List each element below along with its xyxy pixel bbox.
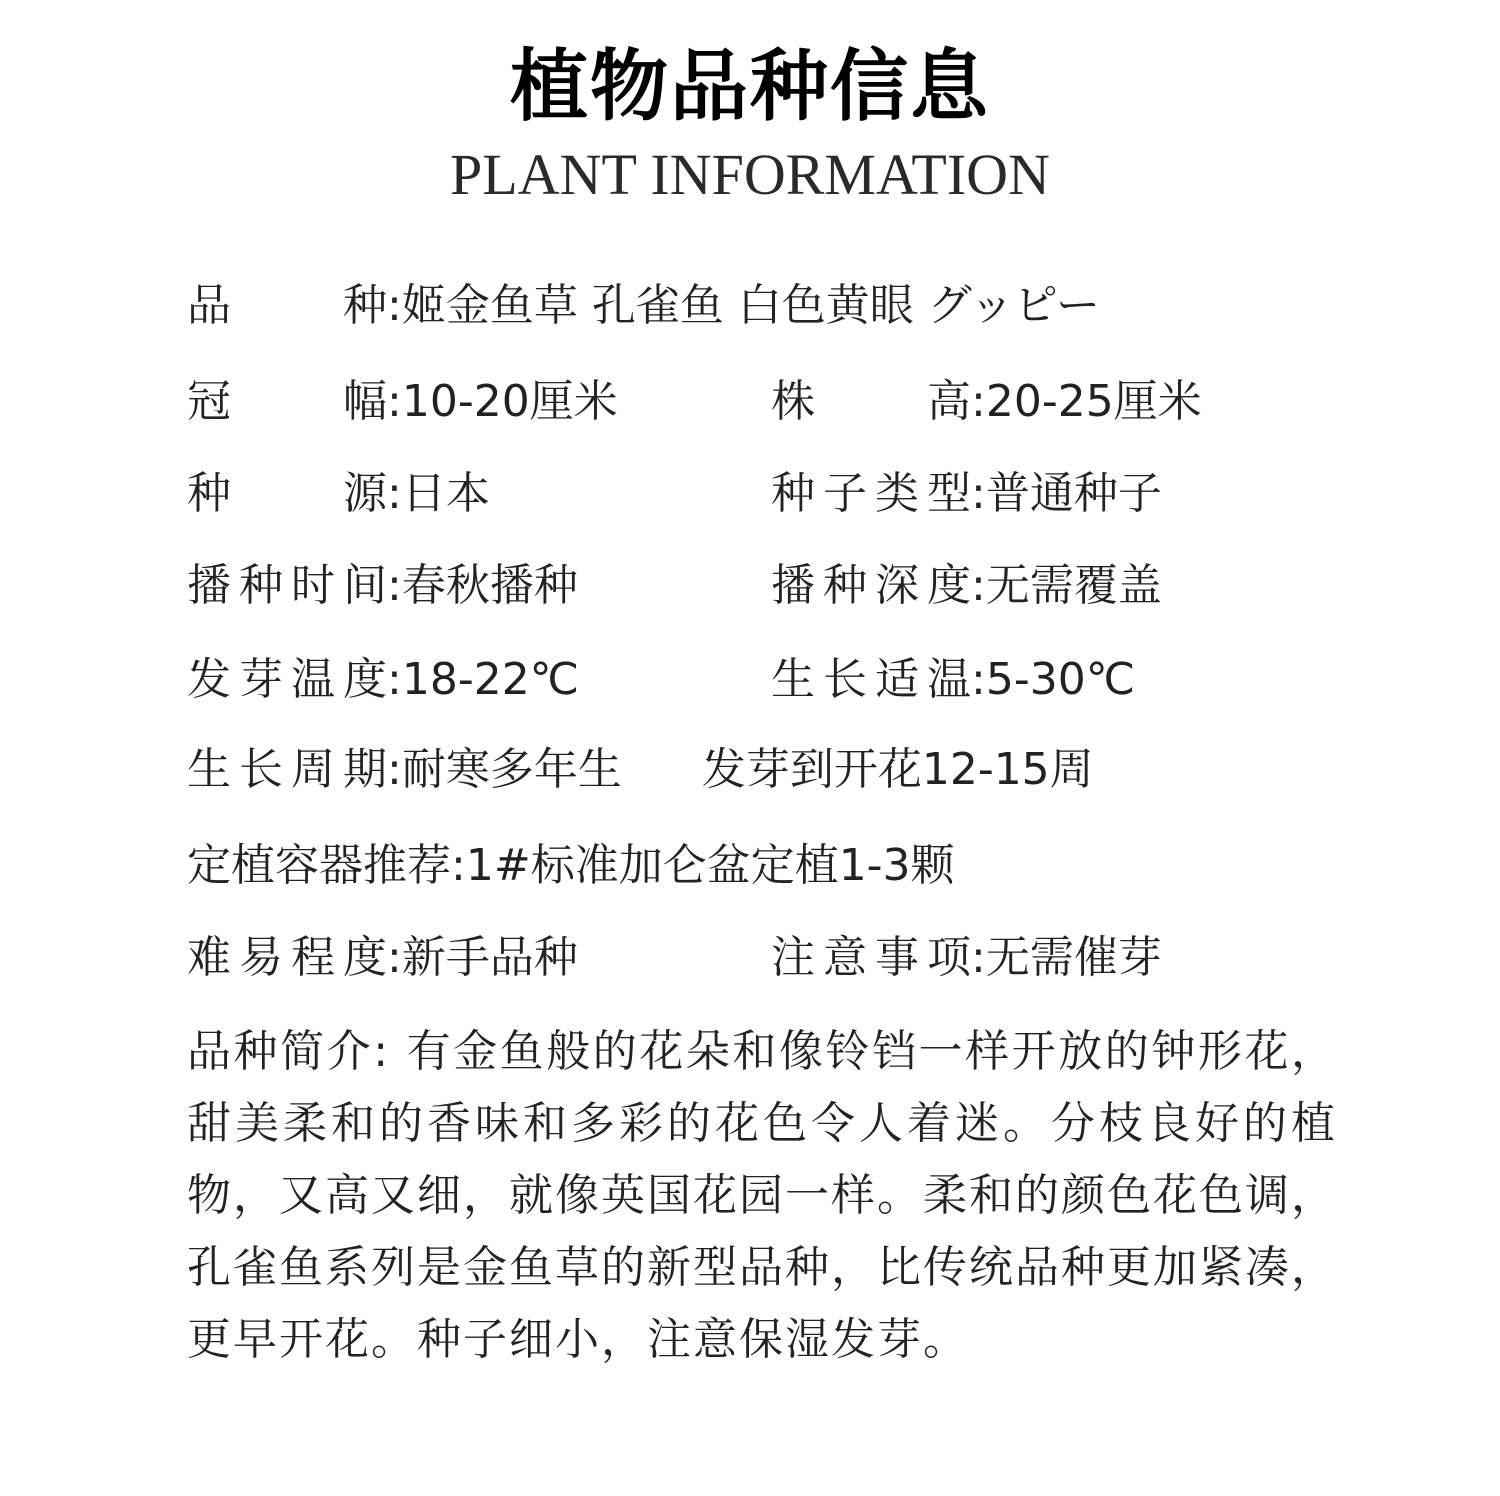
growth-temp-value: 5-30℃ bbox=[985, 654, 1136, 705]
page-title: 植物品种信息 bbox=[509, 42, 990, 132]
colon: : bbox=[387, 468, 402, 519]
variety-label: 品种 bbox=[187, 280, 387, 331]
colon: : bbox=[451, 840, 466, 891]
origin-value: 日本 bbox=[401, 468, 490, 519]
growth-cycle-value: 耐寒多年生 bbox=[401, 744, 622, 795]
colon: : bbox=[387, 376, 402, 427]
difficulty-label: 难易程度 bbox=[187, 932, 387, 983]
seed-type-label: 种子类型 bbox=[771, 468, 971, 519]
variety-intro bbox=[187, 1016, 1337, 1376]
intro-label: 品种简介 bbox=[187, 1026, 374, 1077]
colon: : bbox=[971, 468, 986, 519]
sowing-depth-value: 无需覆盖 bbox=[985, 560, 1162, 611]
sowing-time-label: 播种时间 bbox=[187, 560, 387, 611]
germination-temp-value: 18-22℃ bbox=[401, 654, 580, 705]
growth-cycle-label: 生长周期 bbox=[187, 744, 387, 795]
seed-type-value: 普通种子 bbox=[985, 468, 1162, 519]
colon: : bbox=[387, 280, 402, 331]
sowing-depth-label: 播种深度 bbox=[771, 560, 971, 611]
difficulty-value: 新手品种 bbox=[401, 932, 578, 983]
variety-value: 姬金鱼草 孔雀鱼 白色黄眼 グッピー bbox=[401, 280, 1100, 331]
colon: : bbox=[387, 560, 402, 611]
height-label: 株高 bbox=[771, 376, 971, 427]
container-label: 定植容器推荐 bbox=[187, 840, 451, 891]
container-value: 1#标准加仑盆定植1-3颗 bbox=[465, 840, 955, 891]
colon: : bbox=[387, 932, 402, 983]
page-subtitle: PLANT INFORMATION bbox=[450, 142, 1050, 207]
notes-value: 无需催芽 bbox=[985, 932, 1162, 983]
germination-temp-label: 发芽温度 bbox=[187, 654, 387, 705]
sowing-time-value: 春秋播种 bbox=[401, 560, 578, 611]
colon: : bbox=[387, 744, 402, 795]
height-value: 20-25厘米 bbox=[985, 376, 1202, 427]
spread-value: 10-20厘米 bbox=[401, 376, 618, 427]
intro-text: 有金鱼般的花朵和像铃铛一样开放的钟形花，甜美柔和的香味和多彩的花色令人着迷。分枝良好的植物，又高又细，就像英国花园一样。柔和的颜色花色调，孔雀鱼系列是金鱼草的新型品种，比传统品种更加紧凑，更早开花。种子细小，注意保湿发芽。 bbox=[187, 1026, 1338, 1365]
notes-label: 注意事项 bbox=[771, 932, 971, 983]
colon: : bbox=[971, 376, 986, 427]
colon: : bbox=[387, 654, 402, 705]
colon: : bbox=[971, 932, 986, 983]
spread-label: 冠幅 bbox=[187, 376, 387, 427]
growth-temp-label: 生长适温 bbox=[771, 654, 971, 705]
colon: : bbox=[971, 654, 986, 705]
bloom-time-value: 发芽到开花12-15周 bbox=[701, 744, 1094, 795]
colon: : bbox=[373, 1026, 391, 1077]
colon: : bbox=[971, 560, 986, 611]
origin-label: 种源 bbox=[187, 468, 387, 519]
